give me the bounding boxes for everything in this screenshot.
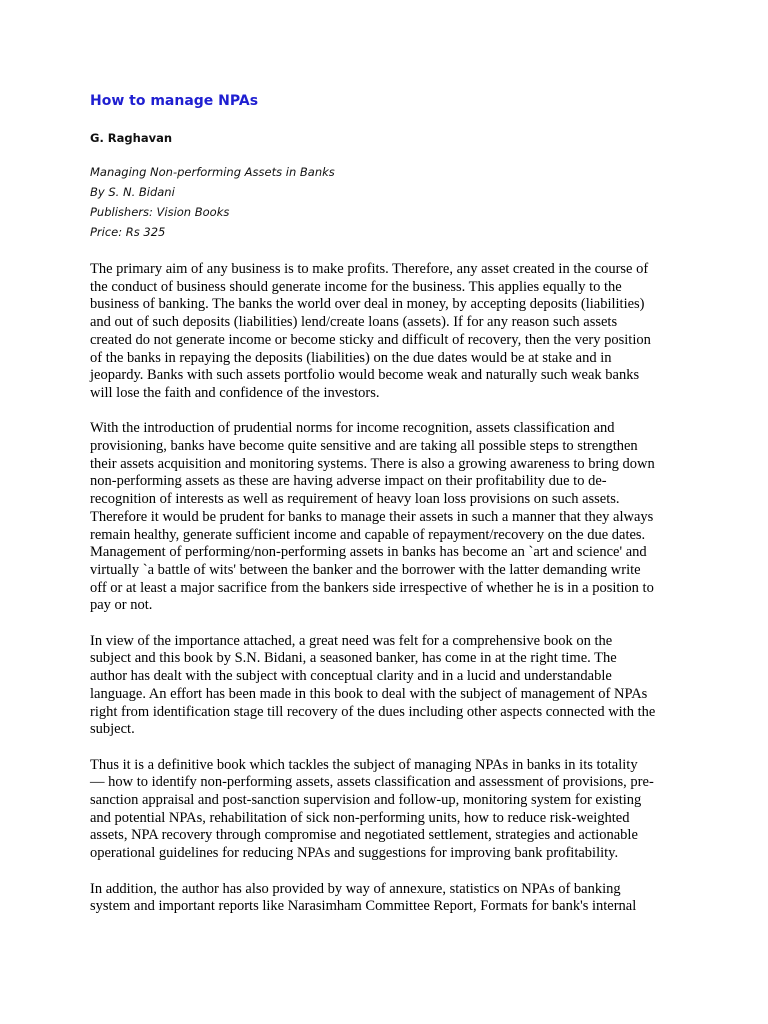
paragraph-line: subject and this book by S.N. Bidani, a seasoned banker, has come in at the right time. The (90, 650, 617, 667)
paragraph-line: In view of the importance attached, a great need was felt for a comprehensive book on the (90, 632, 613, 649)
body-paragraph (90, 881, 690, 916)
paragraph-line: operational guidelines for reducing NPAs and suggestions for improving bank profitability. (90, 845, 619, 862)
paragraph-line: — how to identify non-performing assets, assets classification and assessment of provisions, pre- (90, 774, 654, 791)
paragraph-line: off or at least a major sacrifice from the bankers side irrespective of whether he is in a position to (90, 579, 654, 596)
paragraph-line: business of banking. The banks the world over deal in money, by accepting deposits (liabilities) (90, 296, 645, 313)
paragraph-line: non-performing assets as these are having adverse impact on their profitability due to de- (90, 473, 607, 490)
paragraph-line: Management of performing/non-performing assets in banks has become an `art and science' and (90, 544, 647, 561)
paragraph-line: jeopardy. Banks with such assets portfolio would become weak and naturally such weak banks (90, 367, 640, 384)
paragraph-line: With the introduction of prudential norms for income recognition, assets classification and (90, 420, 615, 437)
paragraph-line: their assets acquisition and monitoring systems. There is also a growing awareness to bring down (90, 455, 655, 472)
paragraph-line: system and important reports like Narasimham Committee Report, Formats for bank's internal (90, 898, 637, 915)
paragraph-line: subject. (90, 721, 135, 738)
body-paragraph (90, 420, 690, 615)
paragraph-line: and potential NPAs, rehabilitation of sick non-performing units, how to reduce risk-weighted (90, 809, 630, 826)
body-paragraph (90, 633, 690, 739)
paragraph-line: and out of such deposits (liabilities) lend/create loans (assets). If for any reason such assets (90, 314, 618, 331)
book-price: Price: Rs 325 (90, 225, 166, 239)
paragraph-line: virtually `a battle of wits' between the banker and the borrower with the latter demanding write (90, 561, 641, 578)
book-title: Managing Non-performing Assets in Banks (90, 165, 335, 179)
paragraph-line: Therefore it would be prudent for banks to manage their assets in such a manner that they always (90, 508, 654, 525)
article-title: How to manage NPAs (90, 93, 259, 109)
body-paragraph (90, 757, 690, 863)
paragraph-line: Thus it is a definitive book which tackles the subject of managing NPAs in banks in its totality (90, 756, 638, 773)
book-publisher: Publishers: Vision Books (90, 205, 230, 219)
body-paragraph (90, 261, 690, 403)
paragraph-line: recognition of interests as well as requirement of heavy loan loss provisions on such assets. (90, 491, 620, 508)
paragraph-line: right from identification stage till recovery of the dues including other aspects connected with the (90, 703, 656, 720)
paragraph-line: sanction appraisal and post-sanction supervision and follow-up, monitoring system for existing (90, 792, 642, 809)
paragraph-line: assets, NPA recovery through compromise and negotiated settlement, strategies and actionable (90, 827, 638, 844)
paragraph-line: In addition, the author has also provided by way of annexure, statistics on NPAs of banking (90, 880, 621, 897)
article-author: G. Raghavan (90, 131, 173, 145)
paragraph-line: pay or not. (90, 597, 153, 614)
paragraph-line: The primary aim of any business is to make profits. Therefore, any asset created in the course of (90, 261, 649, 277)
paragraph-line: provisioning, banks have become quite sensitive and are taking all possible steps to strengthen (90, 438, 638, 455)
paragraph-line: author has dealt with the subject with conceptual clarity and in a lucid and understandable (90, 668, 612, 685)
paragraph-line: created do not generate income or become sticky and difficult of recovery, then the very position (90, 331, 651, 348)
paragraph-line: language. An effort has been made in this book to deal with the subject of management of NPAs (90, 685, 648, 702)
paragraph-line: the conduct of business should generate income for the business. This applies equally to the (90, 278, 622, 295)
paragraph-line: of the banks in repaying the deposits (liabilities) on the due dates would be at stake and in (90, 349, 612, 366)
book-author: By S. N. Bidani (90, 185, 175, 199)
paragraph-line: will lose the faith and confidence of the investors. (90, 384, 380, 401)
paragraph-line: remain healthy, generate sufficient income and capable of repayment/recovery on the due dates. (90, 526, 646, 543)
book-details (90, 162, 335, 242)
article-body (90, 261, 690, 934)
